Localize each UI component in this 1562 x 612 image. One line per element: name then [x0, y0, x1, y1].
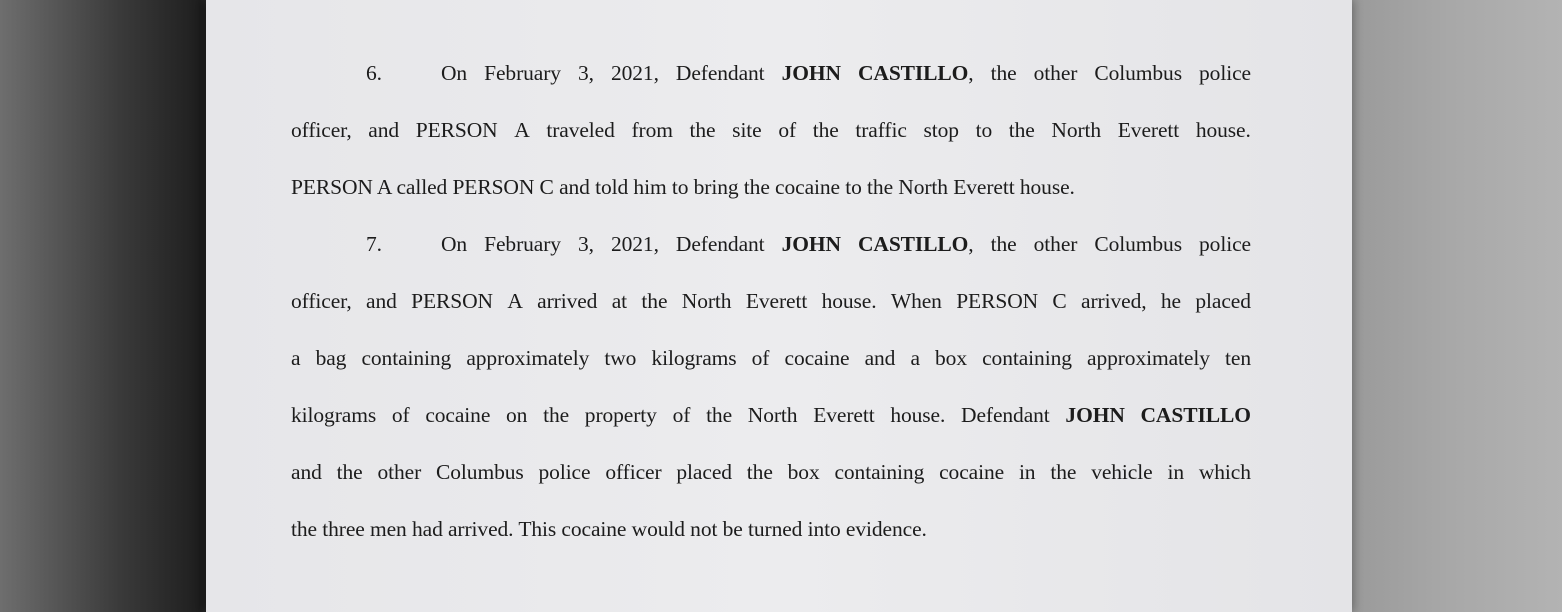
word: cocaine [939, 460, 1005, 484]
word: Columbus [436, 460, 524, 484]
word: of [391, 403, 410, 427]
word: the [1008, 118, 1035, 142]
word: approximately [466, 346, 590, 370]
word: box [935, 346, 967, 370]
word: house. [890, 403, 946, 427]
word: arrived [537, 289, 598, 313]
word: Columbus [1094, 232, 1182, 256]
word: stop [923, 118, 959, 142]
word: other [1033, 232, 1078, 256]
paragraph-6 [291, 45, 1251, 216]
line-text: PERSON A called PERSON C and told him to bring the cocaine to the North Everett house. [291, 175, 1075, 199]
word: Defendant [675, 61, 765, 85]
word: Defendant [961, 403, 1050, 427]
word: placed [1195, 289, 1251, 313]
word: CASTILLO, [857, 61, 974, 85]
line-text [291, 330, 1251, 387]
line-text [291, 102, 1251, 159]
word: February [484, 61, 561, 85]
word: the [706, 403, 733, 427]
word: ten [1225, 346, 1251, 370]
word: cocaine [784, 346, 850, 370]
word: traffic [855, 118, 907, 142]
paragraph-line [291, 387, 1251, 444]
word: containing [834, 460, 925, 484]
word: JOHN [781, 232, 841, 256]
word: CASTILLO, [857, 232, 974, 256]
word: When [890, 289, 942, 313]
word: in [1018, 460, 1036, 484]
line-text [291, 387, 1251, 444]
word: approximately [1087, 346, 1210, 370]
word: PERSON [411, 289, 493, 313]
word: in [1167, 460, 1184, 484]
word: 3, [577, 232, 594, 256]
word: February [484, 232, 561, 256]
word: box [787, 460, 820, 484]
word: vehicle [1091, 460, 1153, 484]
word: the [689, 118, 716, 142]
word: Everett [1117, 118, 1180, 142]
word: officer [605, 460, 662, 484]
word: North [1051, 118, 1102, 142]
line-text: the three men had arrived. This cocaine would not be turned into evidence. [291, 517, 927, 541]
paragraph-line [291, 273, 1251, 330]
word: the [336, 460, 363, 484]
word: kilograms [291, 403, 377, 427]
word: and [368, 118, 400, 142]
word: JOHN [1065, 403, 1125, 427]
word: On [441, 61, 468, 85]
paragraph-line [291, 102, 1251, 159]
word: police [1199, 61, 1251, 85]
paragraph-number: 7. [366, 232, 382, 256]
word: and [291, 460, 322, 484]
word: PERSON [415, 118, 498, 142]
document-text [291, 45, 1251, 558]
word: Everett [745, 289, 808, 313]
word: North [681, 289, 732, 313]
word: North [747, 403, 798, 427]
word: the [641, 289, 668, 313]
word: containing [361, 346, 452, 370]
word: bag [315, 346, 347, 370]
word: other [377, 460, 422, 484]
word: 2021, [610, 61, 659, 85]
word: On [441, 232, 468, 256]
paragraph-line-last [291, 159, 1251, 216]
word: property [584, 403, 657, 427]
word: arrived, [1081, 289, 1147, 313]
word: police [538, 460, 591, 484]
line-text [441, 216, 1251, 273]
word: officer, [291, 289, 352, 313]
paragraph-line [291, 45, 1251, 102]
word: two [604, 346, 637, 370]
word: of [778, 118, 797, 142]
word: PERSON [956, 289, 1039, 313]
word: to [975, 118, 993, 142]
word: the [1050, 460, 1077, 484]
word: 2021, [610, 232, 659, 256]
paragraph-line-last [291, 501, 1251, 558]
word: JOHN [781, 61, 841, 85]
word: Everett [813, 403, 875, 427]
word: of [751, 346, 770, 370]
word: 3, [577, 61, 594, 85]
word: traveled [546, 118, 615, 142]
word: police [1199, 232, 1251, 256]
word: cocaine [425, 403, 491, 427]
paragraph-line [291, 216, 1251, 273]
word: the [746, 460, 773, 484]
word: Columbus [1094, 61, 1182, 85]
word: C [1052, 289, 1067, 313]
word: a [910, 346, 920, 370]
line-text [291, 444, 1251, 501]
word: kilograms [651, 346, 737, 370]
line-text [441, 45, 1251, 102]
document-page [206, 0, 1352, 612]
word: on [506, 403, 528, 427]
word: containing [982, 346, 1072, 370]
word: and [366, 289, 397, 313]
word: from [631, 118, 673, 142]
word: A [514, 118, 530, 142]
word: at [611, 289, 628, 313]
paragraph-number: 6. [366, 61, 382, 85]
word: of [672, 403, 691, 427]
word: officer, [291, 118, 352, 142]
word: placed [676, 460, 732, 484]
word: other [1033, 61, 1078, 85]
word: and [864, 346, 896, 370]
paragraph-line [291, 444, 1251, 501]
word: house. [821, 289, 877, 313]
word: the [990, 61, 1017, 85]
word: Defendant [675, 232, 765, 256]
word: site [732, 118, 762, 142]
word: the [812, 118, 839, 142]
word: the [990, 232, 1017, 256]
word: he [1160, 289, 1181, 313]
word: A [507, 289, 523, 313]
word: house. [1195, 118, 1251, 142]
word: a [291, 346, 301, 370]
line-text [291, 273, 1251, 330]
paragraph-7 [291, 216, 1251, 558]
word: the [543, 403, 570, 427]
word: CASTILLO [1140, 403, 1251, 427]
paragraph-line [291, 330, 1251, 387]
word: which [1198, 460, 1251, 484]
